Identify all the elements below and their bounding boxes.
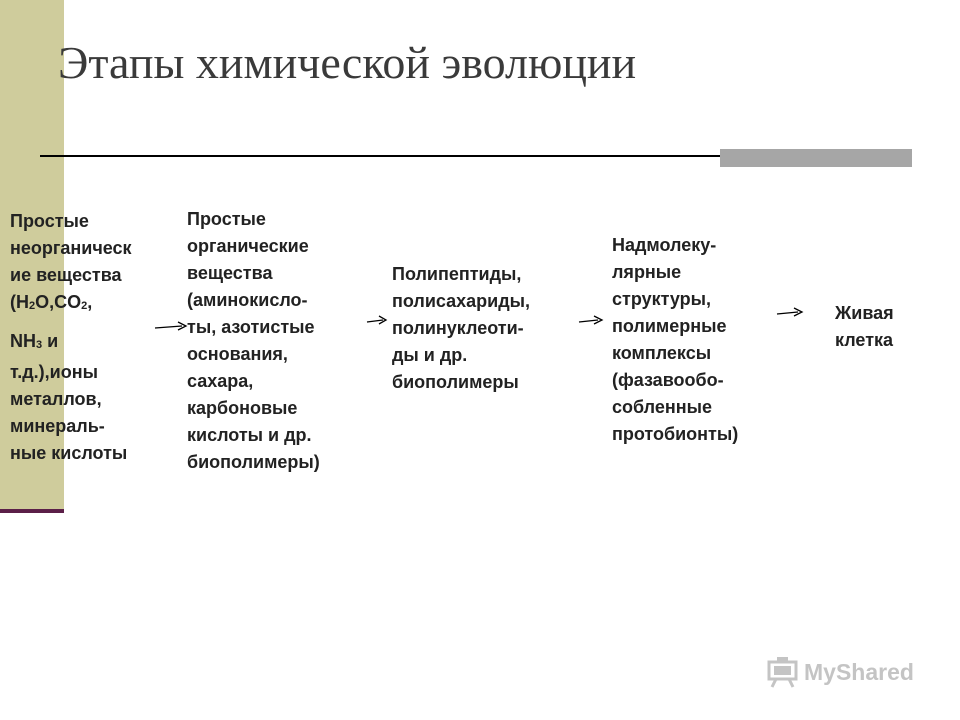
formula-subscript: 2 bbox=[81, 300, 88, 312]
step-living-cell bbox=[835, 300, 894, 354]
step-text-line: вещества bbox=[187, 263, 273, 283]
step-text-line: неорганическ bbox=[10, 238, 132, 258]
step-text-line: т.д.),ионы bbox=[10, 362, 98, 382]
step-text-line: (фазавообо- bbox=[612, 370, 724, 390]
step-text-line: Простые bbox=[10, 211, 89, 231]
step-text-line: сахара, bbox=[187, 371, 254, 391]
step-organic-substances bbox=[187, 206, 320, 476]
step-biopolymers bbox=[392, 261, 530, 396]
arrow-right-icon bbox=[776, 306, 804, 320]
formula-part: O,CO bbox=[35, 292, 82, 312]
arrow-right-icon bbox=[366, 314, 388, 328]
presentation-board-icon bbox=[766, 656, 800, 688]
formula-part: и bbox=[42, 331, 59, 351]
step-text-line: ие вещества bbox=[10, 265, 122, 285]
step-text-line: Полипептиды, bbox=[392, 264, 522, 284]
step-text-line: ты, азотистые bbox=[187, 317, 315, 337]
step-text-line: клетка bbox=[835, 330, 894, 350]
slide-accent-bar-foot bbox=[0, 509, 64, 513]
step-text-line: Простые bbox=[187, 209, 266, 229]
step-formula-line bbox=[10, 328, 132, 359]
formula-subscript: 2 bbox=[29, 300, 36, 312]
step-text-line: полимерные bbox=[612, 316, 727, 336]
step-text-line: ные кислоты bbox=[10, 443, 128, 463]
step-text-line: кислоты и др. bbox=[187, 425, 312, 445]
slide-title: Этапы химической эволюции bbox=[58, 37, 637, 88]
step-text-line: комплексы bbox=[612, 343, 712, 363]
formula-part: (H bbox=[10, 292, 29, 312]
watermark-logo bbox=[766, 656, 914, 688]
formula-part: , bbox=[87, 292, 93, 312]
formula-subscript: 3 bbox=[36, 339, 43, 351]
step-text-line: лярные bbox=[612, 262, 682, 282]
arrow-right-icon bbox=[578, 314, 604, 328]
step-text-line: (аминокисло- bbox=[187, 290, 308, 310]
arrow-right-icon bbox=[154, 320, 188, 334]
watermark-text: MyShared bbox=[804, 658, 914, 685]
step-text-line: Надмолеку- bbox=[612, 235, 717, 255]
step-formula-line bbox=[10, 289, 132, 320]
step-text-line: карбоновые bbox=[187, 398, 298, 418]
step-text-line: протобионты) bbox=[612, 424, 739, 444]
step-text-line: биополимеры) bbox=[187, 452, 320, 472]
step-supramolecular-structures bbox=[612, 232, 738, 448]
step-text-line: основания, bbox=[187, 344, 288, 364]
step-text-line: структуры, bbox=[612, 289, 712, 309]
step-text-line: минераль- bbox=[10, 416, 105, 436]
step-text-line: полинуклеоти- bbox=[392, 318, 524, 338]
title-underline-accent bbox=[720, 149, 912, 167]
step-text-line: собленные bbox=[612, 397, 713, 417]
step-inorganic-substances bbox=[10, 208, 132, 467]
step-text-line: органические bbox=[187, 236, 309, 256]
step-text-line: ды и др. bbox=[392, 345, 468, 365]
step-text-line: Живая bbox=[835, 303, 894, 323]
step-text-line: металлов, bbox=[10, 389, 102, 409]
formula-part: NH bbox=[10, 331, 36, 351]
step-text-line: полисахариды, bbox=[392, 291, 531, 311]
step-text-line: биополимеры bbox=[392, 372, 519, 392]
